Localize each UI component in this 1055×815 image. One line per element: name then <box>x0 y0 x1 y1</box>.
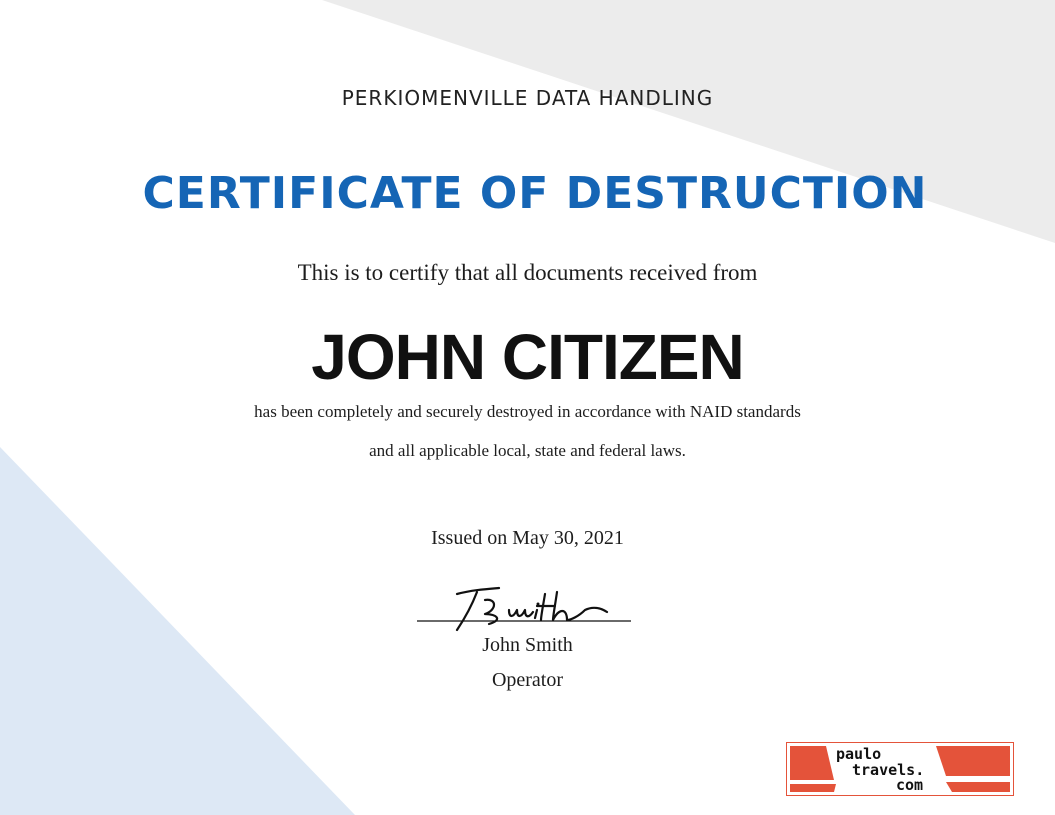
bottom-left-blue-shape <box>0 447 355 815</box>
logo-text-line-2: travels. <box>852 761 925 779</box>
body-text-line-2: and all applicable local, state and federal laws. <box>369 441 686 460</box>
organization-name: PERKIOMENVILLE DATA HANDLING <box>341 86 714 110</box>
logo-text-line-3: com <box>896 776 924 794</box>
signer-name: John Smith <box>482 634 573 656</box>
logo-text-line-1: paulo <box>836 745 882 763</box>
certificate-title: CERTIFICATE OF DESTRUCTION <box>142 168 928 219</box>
signature-dot <box>537 603 540 606</box>
body-text-line-1: has been completely and securely destroyed in accordance with NAID standards <box>254 402 801 421</box>
issued-date: Issued on May 30, 2021 <box>431 527 624 549</box>
signature <box>417 580 633 636</box>
signature-stroke <box>457 588 607 630</box>
intro-text: This is to certify that all documents received from <box>297 260 758 285</box>
watermark-logo <box>786 742 1014 796</box>
signer-role: Operator <box>491 669 564 691</box>
recipient-name: JOHN CITIZEN <box>311 321 744 393</box>
